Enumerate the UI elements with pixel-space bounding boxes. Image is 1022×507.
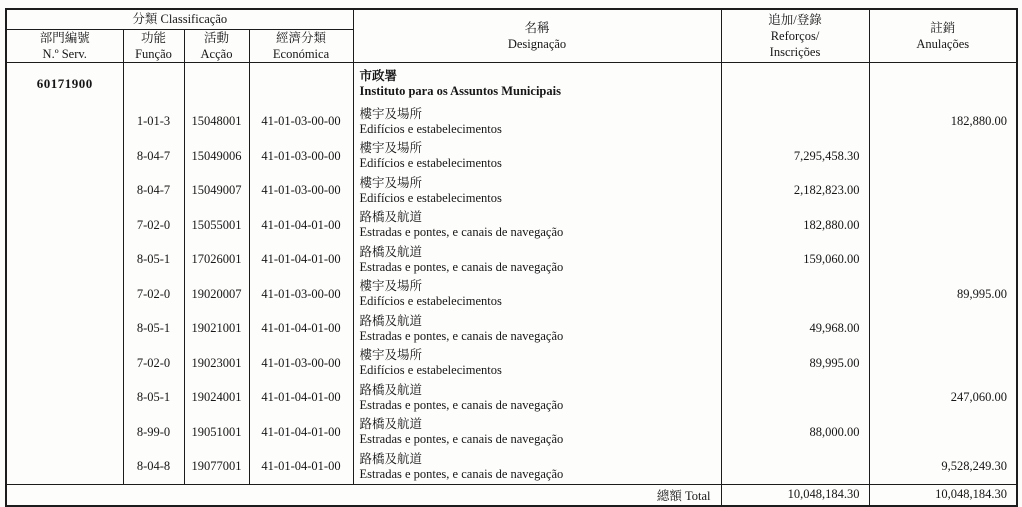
reforcos-amount: 159,060.00 [721, 243, 869, 278]
economica-header-pt: Económica [272, 46, 330, 61]
designacao-cell [353, 208, 721, 243]
table-header [6, 9, 1017, 63]
budget-row [6, 450, 1017, 485]
accao-cell: 19020007 [184, 277, 249, 312]
designacao-pt: Estradas e pontes, e canais de navegação [359, 225, 564, 240]
serv-column-header [6, 29, 123, 63]
total-reforcos: 10,048,184.30 [721, 485, 869, 506]
accao-cell: 17026001 [184, 243, 249, 278]
reforcos-amount: 88,000.00 [721, 415, 869, 450]
economica-cell: 41-01-04-01-00 [249, 208, 353, 243]
funcao-cell: 8-05-1 [123, 243, 184, 278]
budget-row [6, 243, 1017, 278]
budget-row [6, 208, 1017, 243]
designacao-zh: 路橋及航道 [359, 382, 423, 397]
anulacoes-amount [869, 346, 1017, 381]
designacao-pt: Estradas e pontes, e canais de navegação [359, 259, 564, 274]
serv-header-pt: N.º Serv. [42, 46, 87, 61]
funcao-cell: 7-02-0 [123, 346, 184, 381]
entity-name-zh: 市政署 [359, 68, 398, 83]
accao-cell: 19023001 [184, 346, 249, 381]
designacao-pt: Estradas e pontes, e canais de navegação [359, 466, 564, 481]
designacao-zh: 路橋及航道 [359, 244, 423, 259]
reforcos-amount: 89,995.00 [721, 346, 869, 381]
empty-cell [123, 63, 184, 105]
empty-cell [6, 243, 123, 278]
empty-cell [6, 346, 123, 381]
designacao-zh: 路橋及航道 [359, 210, 423, 224]
entity-name-cell [353, 63, 721, 105]
budget-row [6, 105, 1017, 140]
anulacoes-amount: 89,995.00 [869, 277, 1017, 312]
empty-cell [6, 277, 123, 312]
designacao-zh: 樓宇及場所 [359, 106, 423, 121]
reforcos-amount: 7,295,458.30 [721, 139, 869, 174]
designacao-header-pt: Designação [507, 37, 567, 51]
accao-cell: 19051001 [184, 415, 249, 450]
reforcos-amount [721, 105, 869, 140]
economica-cell: 41-01-04-01-00 [249, 450, 353, 485]
designacao-pt: Edifícios e estabelecimentos [359, 363, 502, 378]
economica-cell: 41-01-04-01-00 [249, 243, 353, 278]
designacao-cell [353, 312, 721, 347]
table-body [6, 63, 1017, 485]
budget-row [6, 174, 1017, 209]
funcao-cell: 8-05-1 [123, 381, 184, 416]
economica-cell: 41-01-03-00-00 [249, 139, 353, 174]
economica-cell: 41-01-03-00-00 [249, 346, 353, 381]
anulacoes-amount [869, 139, 1017, 174]
anulacoes-amount: 247,060.00 [869, 381, 1017, 416]
total-row [6, 485, 1017, 506]
reforcos-column-header [721, 9, 869, 63]
serv-header-zh: 部門編號 [39, 30, 90, 45]
budget-row [6, 381, 1017, 416]
designacao-cell [353, 381, 721, 416]
anulacoes-header-zh: 註銷 [930, 20, 956, 35]
designacao-pt: Estradas e pontes, e canais de navegação [359, 397, 564, 412]
reforcos-header-zh: 追加/登錄 [768, 12, 822, 27]
funcao-cell: 7-02-0 [123, 208, 184, 243]
economica-header-zh: 經濟分類 [276, 30, 327, 45]
anulacoes-amount [869, 415, 1017, 450]
reforcos-header-pt2: Inscrições [769, 45, 821, 60]
anulacoes-column-header [869, 9, 1017, 63]
reforcos-amount: 2,182,823.00 [721, 174, 869, 209]
designacao-pt: Edifícios e estabelecimentos [359, 294, 502, 309]
accao-cell: 19024001 [184, 381, 249, 416]
funcao-cell: 1-01-3 [123, 105, 184, 140]
accao-cell: 15055001 [184, 208, 249, 243]
empty-cell [6, 381, 123, 416]
empty-cell [6, 415, 123, 450]
designacao-zh: 樓宇及場所 [359, 348, 423, 362]
designacao-cell [353, 450, 721, 485]
designacao-cell [353, 415, 721, 450]
designacao-cell [353, 174, 721, 209]
empty-cell [6, 139, 123, 174]
funcao-header-pt: Função [135, 46, 172, 61]
economica-cell: 41-01-04-01-00 [249, 381, 353, 416]
reforcos-header-pt1: Reforços/ [770, 28, 820, 43]
accao-cell: 19021001 [184, 312, 249, 347]
entity-name-pt: Instituto para os Assuntos Municipais [359, 83, 561, 98]
designacao-pt: Edifícios e estabelecimentos [359, 190, 502, 205]
funcao-cell: 7-02-0 [123, 277, 184, 312]
anulacoes-amount [869, 243, 1017, 278]
total-anulacoes: 10,048,184.30 [869, 485, 1017, 506]
accao-column-header [184, 29, 249, 63]
table-footer [6, 485, 1017, 506]
anulacoes-amount [869, 174, 1017, 209]
reforcos-amount [721, 381, 869, 416]
budget-row [6, 139, 1017, 174]
designacao-pt: Estradas e pontes, e canais de navegação [359, 432, 564, 447]
designacao-zh: 樓宇及場所 [359, 175, 423, 190]
designacao-cell [353, 277, 721, 312]
designacao-zh: 樓宇及場所 [359, 279, 423, 293]
empty-cell [249, 63, 353, 105]
designacao-cell [353, 139, 721, 174]
reforcos-amount: 49,968.00 [721, 312, 869, 347]
reforcos-amount [721, 450, 869, 485]
budget-row [6, 415, 1017, 450]
empty-cell [6, 208, 123, 243]
empty-cell [184, 63, 249, 105]
anulacoes-header-pt: Anulações [916, 37, 970, 51]
empty-cell [6, 312, 123, 347]
entity-row [6, 63, 1017, 105]
accao-cell: 15049006 [184, 139, 249, 174]
funcao-cell: 8-05-1 [123, 312, 184, 347]
total-label: 總額 Total [6, 485, 721, 506]
accao-cell: 15049007 [184, 174, 249, 209]
designacao-zh: 路橋及航道 [359, 313, 423, 328]
reforcos-amount [721, 277, 869, 312]
accao-header-zh: 活動 [203, 30, 229, 45]
designacao-column-header [353, 9, 721, 63]
economica-column-header [249, 29, 353, 63]
empty-amount-cell [721, 63, 869, 105]
designacao-zh: 路橋及航道 [359, 451, 423, 466]
anulacoes-amount: 9,528,249.30 [869, 450, 1017, 485]
funcao-cell: 8-04-8 [123, 450, 184, 485]
economica-cell: 41-01-04-01-00 [249, 415, 353, 450]
anulacoes-amount [869, 312, 1017, 347]
designacao-header-zh: 名稱 [524, 20, 550, 35]
economica-cell: 41-01-04-01-00 [249, 312, 353, 347]
economica-cell: 41-01-03-00-00 [249, 277, 353, 312]
budget-row [6, 312, 1017, 347]
empty-cell [6, 450, 123, 485]
empty-cell [6, 174, 123, 209]
reforcos-amount: 182,880.00 [721, 208, 869, 243]
funcao-cell: 8-99-0 [123, 415, 184, 450]
designacao-zh: 樓宇及場所 [359, 141, 423, 155]
entity-serv-number: 60171900 [36, 75, 93, 91]
designacao-pt: Edifícios e estabelecimentos [359, 156, 502, 171]
funcao-header-zh: 功能 [140, 30, 166, 45]
funcao-column-header [123, 29, 184, 63]
designacao-cell [353, 105, 721, 140]
economica-cell: 41-01-03-00-00 [249, 105, 353, 140]
designacao-zh: 路橋及航道 [359, 417, 423, 431]
empty-amount-cell [869, 63, 1017, 105]
anulacoes-amount: 182,880.00 [869, 105, 1017, 140]
budget-table [5, 8, 1018, 507]
anulacoes-amount [869, 208, 1017, 243]
accao-header-pt: Acção [200, 46, 233, 61]
accao-cell: 15048001 [184, 105, 249, 140]
designacao-pt: Estradas e pontes, e canais de navegação [359, 328, 564, 343]
budget-row [6, 346, 1017, 381]
designacao-cell [353, 346, 721, 381]
designacao-cell [353, 243, 721, 278]
empty-cell [6, 105, 123, 140]
funcao-cell: 8-04-7 [123, 139, 184, 174]
economica-cell: 41-01-03-00-00 [249, 174, 353, 209]
classification-group-header: 分類 Classificação [6, 9, 353, 29]
accao-cell: 19077001 [184, 450, 249, 485]
designacao-pt: Edifícios e estabelecimentos [359, 121, 502, 136]
budget-row [6, 277, 1017, 312]
funcao-cell: 8-04-7 [123, 174, 184, 209]
